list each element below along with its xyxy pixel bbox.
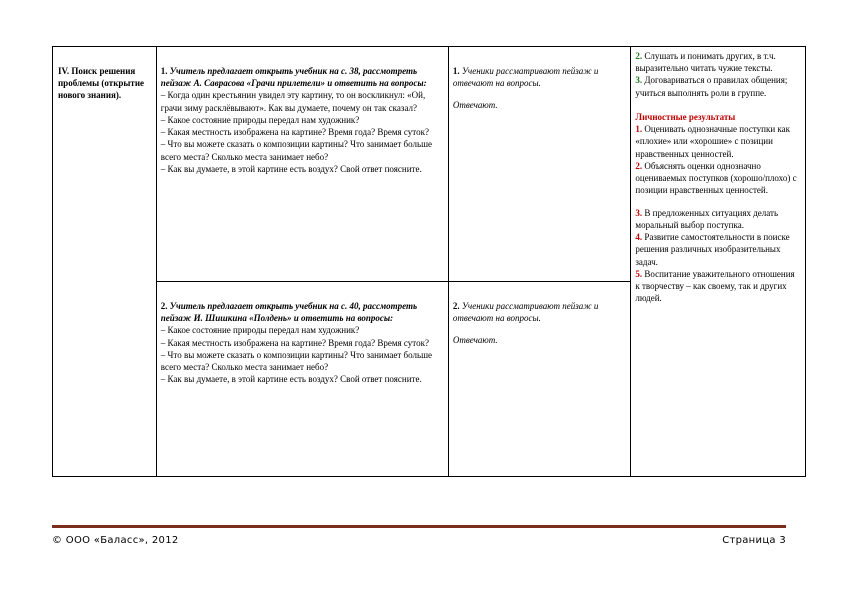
result-number: 5. (635, 268, 643, 279)
lesson-plan-table (52, 46, 806, 477)
spacer (453, 324, 627, 334)
question: – Что вы можете сказать о композиции картины? Что занимает больше всего места? Сколько места занимает небо? (160, 349, 432, 373)
result-text: Развитие самостоятельности в поиске решения различных изобразительных задач. (635, 232, 790, 267)
student-activity-cell-2 (448, 282, 631, 477)
question: – Когда один крестьянин увидел эту картину, то он воскликнул: «Ой, грачи зиму расклёвывают». Как вы думаете, почему он так сказал? (160, 90, 426, 113)
result-line (635, 268, 801, 305)
students-2-number: 2. (452, 301, 460, 311)
result-text: Договариваться о правилах общения; учиться выполнять роли в группе. (635, 75, 788, 98)
result-text: Объяснять оценки однозначно оцениваемых поступков (хорошо/плохо) с позиции нравственных ценностей. (635, 160, 797, 196)
result-text: Слушать и понимать других, в т.ч. выразительно читать чужие тексты. (635, 51, 776, 74)
footer-page-number: Страница 3 (722, 535, 786, 546)
result-number: 3. (635, 207, 643, 218)
question: – Как вы думаете, в этой картине есть воздух? Свой ответ поясните. (160, 163, 422, 174)
result-number: 1. (635, 124, 643, 135)
question: – Какая местность изображена на картине? Время года? Время суток? (160, 337, 429, 348)
result-text: Воспитание уважительного отношения к творчеству – как своему, так и других людей. (635, 268, 795, 304)
result-line (635, 231, 801, 268)
spacer (453, 89, 627, 99)
student-activity-cell-1 (448, 47, 631, 282)
teacher-activity-cell-1 (156, 47, 448, 282)
students-1-answer: Отвечают. (452, 100, 498, 111)
footer-copyright: © ООО «Баласс», 2012 (52, 535, 179, 546)
spacer (635, 197, 801, 207)
result-number: 2. (635, 160, 643, 171)
result-number: 2. (635, 51, 643, 61)
students-2-answer: Отвечают. (452, 335, 498, 346)
question: – Какое состояние природы передал нам художник? (160, 114, 360, 125)
result-line (635, 207, 801, 231)
stage-label: IV. Поиск решения проблемы (открытие нового знания). (58, 66, 145, 101)
question: – Какое состояние природы передал нам художник? (160, 325, 360, 336)
results-cell (631, 47, 806, 477)
teacher-1-number: 1. (160, 66, 168, 76)
teacher-activity-cell-2 (156, 282, 448, 477)
result-text: Оценивать однозначные поступки как «плохие» или «хорошие» с позиции нравственных ценностей. (635, 124, 790, 159)
teacher-2-number: 2. (160, 301, 168, 311)
question: – Что вы можете сказать о композиции картины? Что занимает больше всего места? Сколько места занимает небо? (160, 139, 432, 162)
result-line (635, 123, 801, 160)
students-2-text: Ученики рассматривают пейзаж и отвечают на вопросы. (452, 301, 599, 324)
teacher-1-intro: Учитель предлагает открыть учебник на с. 38, рассмотреть пейзаж А. Саврасова «Грачи прилетели» и ответить на вопросы: (160, 66, 427, 89)
stage-cell (53, 47, 157, 477)
result-number: 3. (635, 75, 643, 86)
result-line (635, 160, 801, 197)
teacher-2-intro: Учитель предлагает открыть учебник на с. 40, рассмотреть пейзаж И. Шишкина «Полдень» и ответить на вопросы: (160, 301, 418, 324)
result-text: В предложенных ситуациях делать моральный выбор поступка. (635, 207, 779, 230)
footer-rule (52, 525, 786, 528)
personal-results-heading: Личностные результаты (635, 111, 736, 122)
result-line (635, 74, 801, 98)
result-number: 4. (635, 232, 643, 243)
question: – Как вы думаете, в этой картине есть воздух? Свой ответ поясните. (160, 374, 422, 385)
question: – Какая местность изображена на картине? Время года? Время суток? (160, 127, 429, 138)
students-1-text: Ученики рассматривают пейзаж и отвечают на вопросы. (452, 66, 599, 89)
students-1-number: 1. (452, 66, 460, 76)
